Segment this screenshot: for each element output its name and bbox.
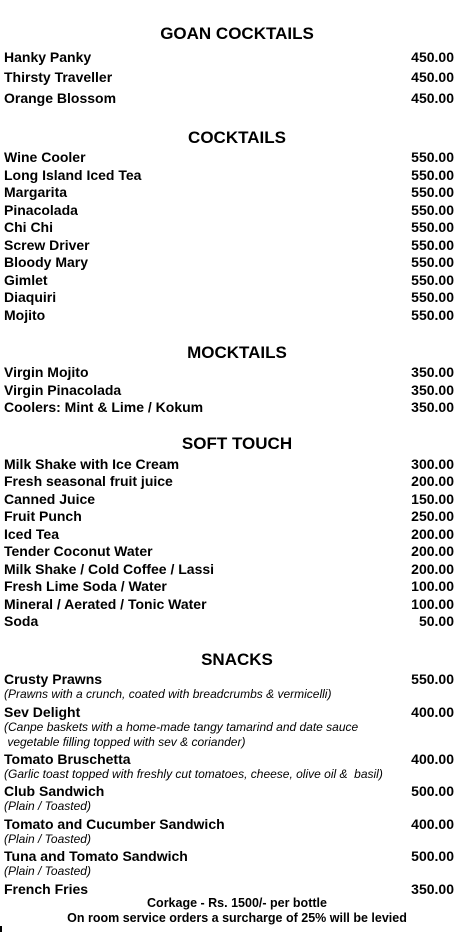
item-price: 500.00 — [411, 783, 454, 799]
item-name: Milk Shake / Cold Coffee / Lassi — [4, 561, 215, 577]
surcharge-note: On room service orders a surcharge of 25% will be levied — [67, 911, 407, 925]
item-price: 500.00 — [411, 848, 454, 864]
item-name: Club Sandwich — [4, 783, 105, 799]
menu-item — [4, 525, 454, 543]
menu-item — [4, 236, 454, 254]
menu-item — [4, 166, 454, 184]
menu-item — [4, 507, 454, 525]
item-name: Tomato Bruschetta — [4, 751, 131, 767]
item-description: vegetable filling topped with sev & coriander) — [4, 735, 246, 749]
menu-item — [4, 183, 454, 201]
item-name: Mineral / Aerated / Tonic Water — [4, 596, 207, 612]
item-name: Diaquiri — [4, 289, 57, 305]
item-price: 550.00 — [411, 272, 454, 288]
item-description: (Garlic toast topped with freshly cut tomatoes, cheese, olive oil & basil) — [4, 767, 383, 781]
menu-item — [4, 815, 454, 833]
item-price: 450.00 — [411, 49, 454, 65]
item-price: 550.00 — [411, 289, 454, 305]
menu-item — [4, 306, 454, 324]
item-price: 550.00 — [411, 184, 454, 200]
menu-item — [4, 612, 454, 630]
item-name: Mojito — [4, 307, 46, 323]
item-name: Hanky Panky — [4, 49, 92, 65]
menu-item — [4, 89, 454, 107]
menu-item — [4, 201, 454, 219]
item-name: Orange Blossom — [4, 90, 117, 106]
edge-mark — [0, 926, 2, 932]
item-price: 450.00 — [411, 69, 454, 85]
menu-item — [4, 847, 454, 865]
item-price: 400.00 — [411, 816, 454, 832]
item-name: Tuna and Tomato Sandwich — [4, 848, 188, 864]
item-price: 200.00 — [411, 473, 454, 489]
item-price: 550.00 — [411, 219, 454, 235]
menu-item — [4, 253, 454, 271]
item-price: 250.00 — [411, 508, 454, 524]
item-name: Wine Cooler — [4, 149, 86, 165]
item-name: Soda — [4, 613, 39, 629]
item-name: Iced Tea — [4, 526, 59, 542]
menu-item — [4, 560, 454, 578]
item-name: Pinacolada — [4, 202, 78, 218]
item-price: 550.00 — [411, 202, 454, 218]
item-name: Tomato and Cucumber Sandwich — [4, 816, 225, 832]
menu-item — [4, 472, 454, 490]
item-name: Screw Driver — [4, 237, 90, 253]
menu-item — [4, 398, 454, 416]
menu-item — [4, 703, 454, 721]
item-name: Fruit Punch — [4, 508, 82, 524]
item-name: Crusty Prawns — [4, 671, 103, 687]
item-name: French Fries — [4, 881, 89, 897]
menu-item — [4, 288, 454, 306]
menu-item — [4, 218, 454, 236]
menu-item — [4, 490, 454, 508]
item-name: Virgin Pinacolada — [4, 382, 122, 398]
item-price: 200.00 — [411, 526, 454, 542]
item-price: 350.00 — [411, 382, 454, 398]
item-description: (Plain / Toasted) — [4, 799, 91, 813]
item-name: Margarita — [4, 184, 68, 200]
item-price: 100.00 — [411, 596, 454, 612]
item-price: 550.00 — [411, 254, 454, 270]
section-title-cocktails: COCKTAILS — [188, 128, 286, 147]
item-name: Fresh seasonal fruit juice — [4, 473, 173, 489]
menu-item — [4, 271, 454, 289]
item-price: 450.00 — [411, 90, 454, 106]
section-title-snacks: SNACKS — [201, 650, 273, 669]
item-name: Thirsty Traveller — [4, 69, 113, 85]
item-name: Coolers: Mint & Lime / Kokum — [4, 399, 204, 415]
menu-item — [4, 577, 454, 595]
item-name: Canned Juice — [4, 491, 96, 507]
menu-item — [4, 381, 454, 399]
item-description: (Canpe baskets with a home-made tangy tamarind and date sauce — [4, 720, 359, 734]
menu-item — [4, 48, 454, 66]
section-title-goan-cocktails: GOAN COCKTAILS — [160, 24, 314, 43]
menu-item — [4, 363, 454, 381]
menu-item — [4, 68, 454, 86]
item-name: Gimlet — [4, 272, 48, 288]
item-price: 550.00 — [411, 671, 454, 687]
item-price: 300.00 — [411, 456, 454, 472]
item-description: (Plain / Toasted) — [4, 832, 91, 846]
menu-item — [4, 542, 454, 560]
item-description: (Prawns with a crunch, coated with breadcrumbs & vermicelli) — [4, 687, 332, 701]
item-name: Long Island Iced Tea — [4, 167, 142, 183]
menu-item — [4, 750, 454, 768]
item-price: 350.00 — [411, 399, 454, 415]
item-price: 50.00 — [418, 613, 454, 629]
item-name: Sev Delight — [4, 704, 81, 720]
item-name: Virgin Mojito — [4, 364, 89, 380]
menu-item — [4, 595, 454, 613]
section-title-mocktails: MOCKTAILS — [187, 343, 287, 362]
item-name: Tender Coconut Water — [4, 543, 153, 559]
item-name: Bloody Mary — [4, 254, 89, 270]
item-price: 550.00 — [411, 149, 454, 165]
menu-item — [4, 670, 454, 688]
section-title-soft-touch: SOFT TOUCH — [181, 434, 293, 453]
item-name: Milk Shake with Ice Cream — [4, 456, 180, 472]
corkage-note: Corkage - Rs. 1500/- per bottle — [147, 896, 327, 910]
item-price: 400.00 — [411, 704, 454, 720]
item-price: 100.00 — [411, 578, 454, 594]
item-price: 550.00 — [411, 167, 454, 183]
item-price: 200.00 — [411, 561, 454, 577]
item-price: 400.00 — [411, 751, 454, 767]
item-price: 350.00 — [411, 881, 454, 897]
item-name: Chi Chi — [4, 219, 53, 235]
menu-item — [4, 148, 454, 166]
item-price: 550.00 — [411, 237, 454, 253]
menu-item — [4, 782, 454, 800]
item-description: (Plain / Toasted) — [4, 864, 91, 878]
item-name: Fresh Lime Soda / Water — [4, 578, 167, 594]
item-price: 550.00 — [411, 307, 454, 323]
menu-item — [4, 455, 454, 473]
item-price: 150.00 — [411, 491, 454, 507]
item-price: 350.00 — [411, 364, 454, 380]
item-price: 200.00 — [411, 543, 454, 559]
